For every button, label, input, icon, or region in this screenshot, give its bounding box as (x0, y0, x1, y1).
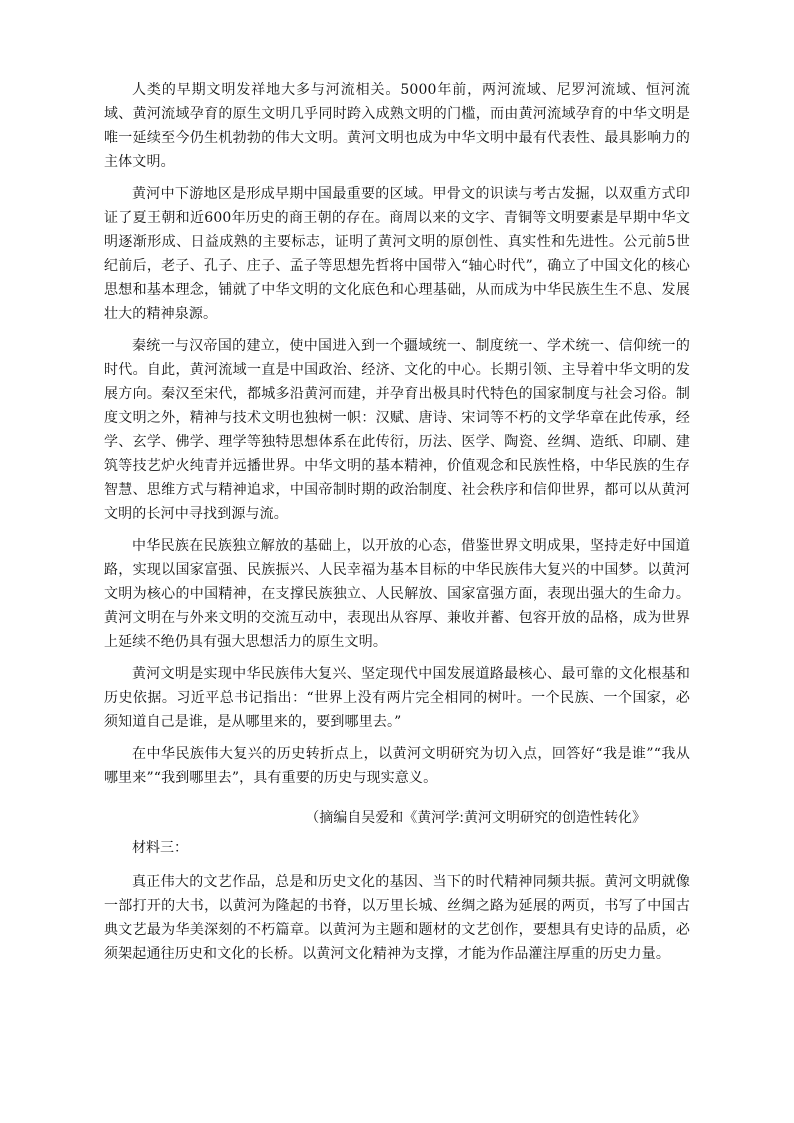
paragraph-historical-turning-point: 在中华民族伟大复兴的历史转折点上，以黄河文明研究为切入点，回答好“我是谁”“我从哪里来”“我到哪里去”，具有重要的历史与现实意义。 (104, 746, 690, 786)
section-label-material-three: 材料三： (132, 840, 188, 856)
paragraph-gap (104, 174, 690, 182)
source-citation: （摘编自吴爱和《黄河学:黄河文明研究的创造性转化》 (305, 810, 646, 826)
paragraph-gap (104, 654, 690, 662)
paragraph-gap (104, 326, 690, 334)
paragraph-literary-works: 真正伟大的文艺作品，总是和历史文化的基因、当下的时代精神同频共振。黄河文明就像一部打开的大书，以黄河为隆起的书脊，以万里长城、丝绸之路为延展的两页，书写了中国古典文艺最为华美深刻的不朽篇章。以黄河为主题和题材的文艺创作，要想具有史诗的品质，必须架起通往历史和文化的长桥。以黄河文化精神为支撑，才能为作品灌注厚重的历史力量。 (104, 874, 690, 962)
paragraph-qin-han-unification: 秦统一与汉帝国的建立，使中国进入到一个疆域统一、制度统一、学术统一、信仰统一的时代。自此，黄河流域一直是中国政治、经济、文化的中心。长期引领、主导着中华文明的发展方向。秦汉至宋代，都城多沿黄河而建，并孕育出极具时代特色的国家制度与社会习俗。制度文明之外，精神与技术文明也独树一帜：汉赋、唐诗、宋词等不朽的文学华章在此传承，经学、玄学、佛学、理学等独特思想体系在此传衍，历法、医学、陶瓷、丝绸、造纸、印刷、建筑等技艺炉火纯青并远播世界。中华文明的基本精神，价值观念和民族性格，中华民族的生存智慧、思维方式与精神追求，中国帝制时期的政治制度、社会秩序和信仰世界，都可以从黄河文明的长河中寻找到源与流。 (104, 338, 690, 522)
paragraph-cultural-foundation: 黄河文明是实现中华民族伟大复兴、坚定现代中国发展道路最核心、最可靠的文化根基和历史依据。习近平总书记指出：“世界上没有两片完全相同的树叶。一个民族、一个国家，必须知道自己是谁，是从哪里来的，要到哪里去。” (104, 666, 690, 730)
paragraph-national-rejuvenation: 中华民族在民族独立解放的基础上，以开放的心态，借鉴世界文明成果，坚持走好中国道路，实现以国家富强、民族振兴、人民幸福为基本目标的中华民族伟大复兴的中国梦。以黄河文明为核心的中国精神，在支撑民族独立、人民解放、国家富强方面，表现出强大的生命力。黄河文明在与外来文明的交流互动中，表现出从容厚、兼收并蓄、包容开放的品格，成为世界上延续不绝仍具有强大思想活力的原生文明。 (104, 538, 690, 650)
paragraph-gap (104, 734, 690, 742)
document-body (104, 78, 690, 966)
paragraph-yellow-river-region: 黄河中下游地区是形成早期中国最重要的区域。甲骨文的识读与考古发掘，以双重方式印证了夏王朝和近600年历史的商王朝的存在。商周以来的文字、青铜等文明要素是早期中华文明逐渐形成、日益成熟的主要标志，证明了黄河文明的原创性、真实性和先进性。公元前5世纪前后，老子、孔子、庄子、孟子等思想先哲将中国带入“轴心时代”，确立了中国文化的核心思想和基本理念，铺就了中华文明的文化底色和心理基础，从而成为中华民族生生不息、发展壮大的精神泉源。 (104, 186, 690, 322)
paragraph-gap (104, 526, 690, 534)
paragraph-early-civilizations: 人类的早期文明发祥地大多与河流相关。5000年前，两河流域、尼罗河流域、恒河流域、黄河流域孕育的原生文明几乎同时跨入成熟文明的门槛，而由黄河流域孕育的中华文明是唯一延续至今仍生机勃勃的伟大文明。黄河文明也成为中华文明中最有代表性、最具影响力的主体文明。 (104, 82, 690, 170)
